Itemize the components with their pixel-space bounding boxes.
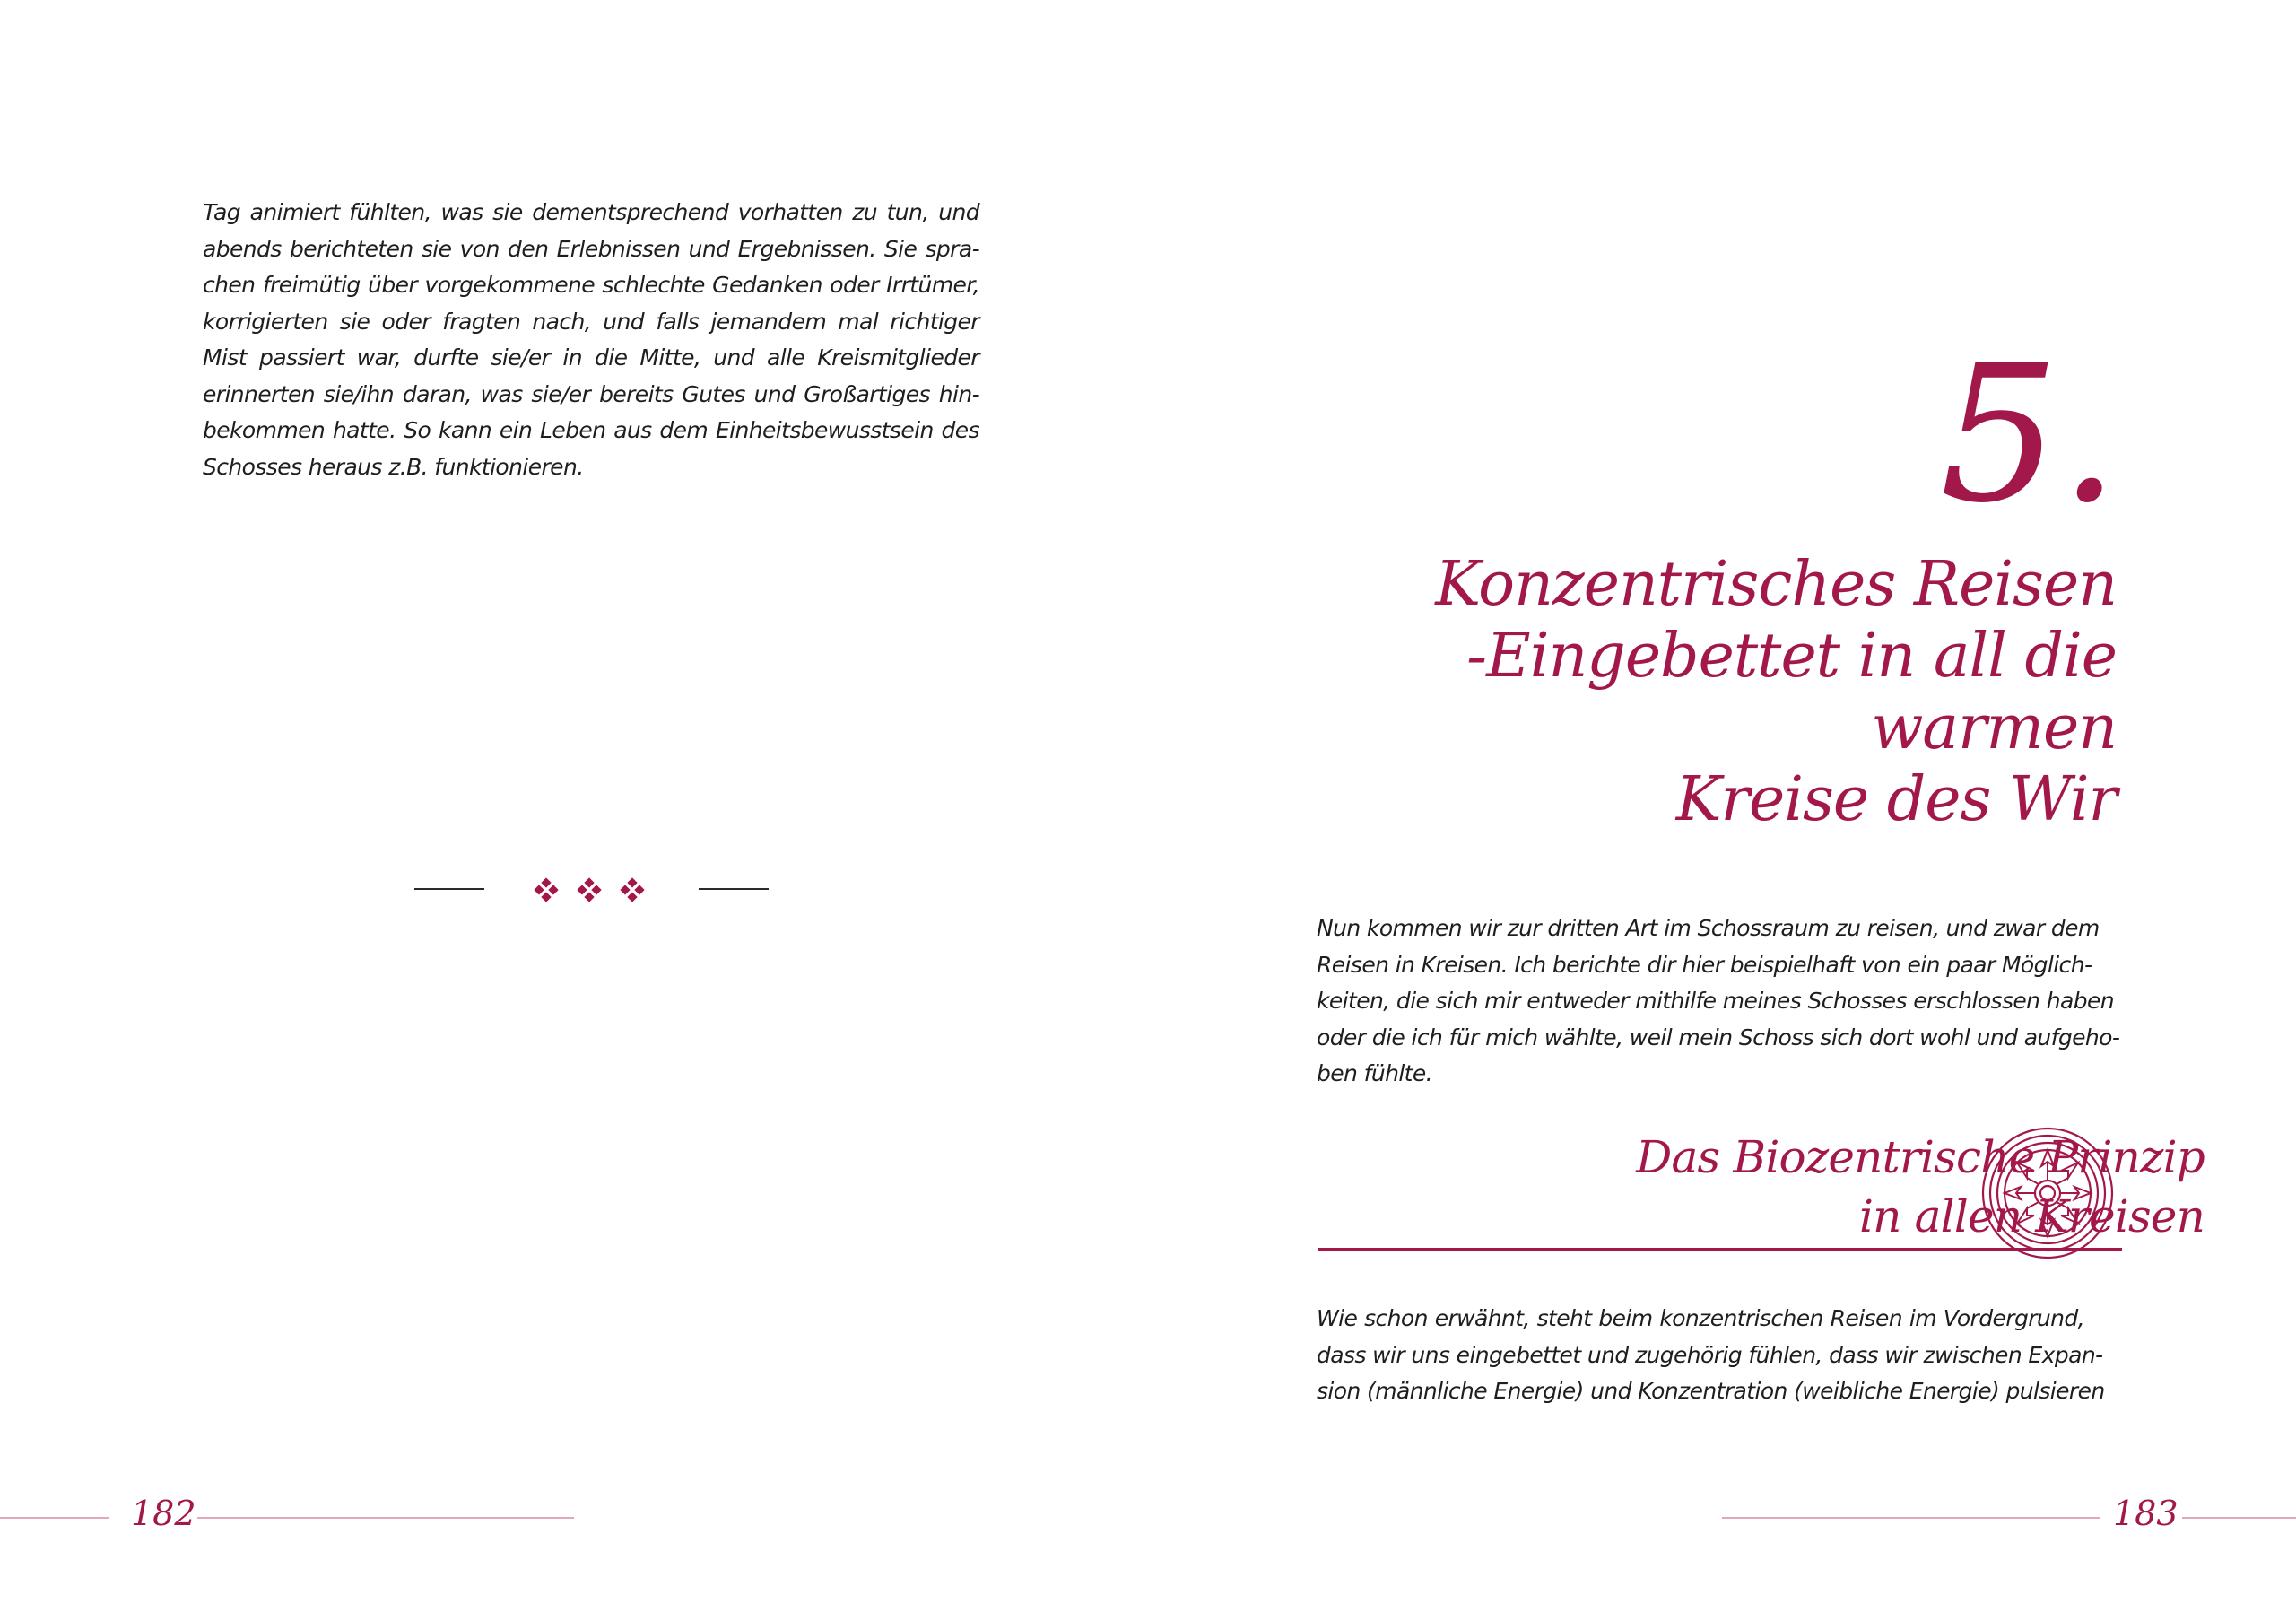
text-line: chen freimütig über vorgekommene schlechte Gedanken oder Irrtümer, bbox=[203, 272, 979, 298]
section-heading-rule bbox=[1318, 1248, 2122, 1251]
section-heading-line: Das Biozentrische Prinzip bbox=[1636, 1131, 2205, 1183]
folio-rule-right bbox=[2182, 1517, 2296, 1519]
text-line: keiten, die sich mir entweder mithilfe meines Schosses erschlossen haben bbox=[1317, 988, 2115, 1014]
diamond-fleuron-icon bbox=[526, 872, 652, 908]
left-body-paragraph bbox=[203, 195, 979, 485]
text-line: sion (männliche Energie) und Konzentration (weibliche Energie) pulsieren bbox=[1317, 1378, 2105, 1404]
text-line: Schosses heraus z.B. funktionieren. bbox=[203, 453, 584, 480]
chapter-number: 5. bbox=[1939, 325, 2119, 545]
text-line: abends berichteten sie von den Erlebnissen und Ergebnissen. Sie spra- bbox=[203, 235, 979, 262]
text-line: Nun kommen wir zur dritten Art im Schossraum zu reisen, und zwar dem bbox=[1317, 915, 2100, 941]
folio-rule-left bbox=[1722, 1517, 2100, 1519]
page-number: 182 bbox=[131, 1494, 196, 1533]
divider-rule-left bbox=[414, 888, 484, 890]
page-footer bbox=[1148, 1491, 2296, 1536]
page-number: 183 bbox=[2113, 1494, 2179, 1533]
text-line: erinnerten sie/ihn daran, was sie/er bereits Gutes und Großartiges hin- bbox=[203, 380, 979, 407]
section-heading-line: in allen Kreisen bbox=[1858, 1190, 2205, 1242]
intro-paragraph bbox=[1317, 911, 2120, 1093]
text-line: Reisen in Kreisen. Ich berichte dir hier beispielhaft von ein paar Möglich- bbox=[1317, 951, 2092, 978]
section-paragraph bbox=[1317, 1301, 2105, 1410]
text-line: ben fühlte. bbox=[1317, 1060, 1433, 1086]
right-page bbox=[1148, 0, 2296, 1621]
text-line: Mist passiert war, durfte sie/er in die Mitte, und alle Kreismitglieder bbox=[203, 344, 979, 370]
text-line: dass wir uns eingebettet und zugehörig fühlen, dass wir zwischen Expan- bbox=[1317, 1341, 2103, 1368]
text-line: oder die ich für mich wählte, weil mein Schoss sich dort wohl und aufgeho- bbox=[1317, 1024, 2120, 1050]
folio-rule-right bbox=[197, 1517, 574, 1519]
chapter-title bbox=[1220, 549, 2117, 836]
chapter-title-line: -Eingebettet in all die warmen bbox=[1466, 621, 2117, 763]
divider-rule-right bbox=[699, 888, 769, 890]
circular-mandala-icon bbox=[1980, 1126, 2115, 1260]
text-line: Tag animiert fühlten, was sie dementsprechend vorhatten zu tun, und bbox=[203, 199, 979, 225]
page-footer bbox=[0, 1491, 1148, 1536]
folio-rule-left bbox=[0, 1517, 109, 1519]
section-divider bbox=[414, 872, 769, 908]
chapter-title-line: Konzentrisches Reisen bbox=[1435, 549, 2117, 620]
chapter-title-line: Kreise des Wir bbox=[1675, 764, 2117, 835]
text-line: korrigierten sie oder fragten nach, und falls jemandem mal richtiger bbox=[203, 308, 979, 335]
text-line: bekommen hatte. So kann ein Leben aus dem Einheitsbewusstsein des bbox=[203, 417, 979, 443]
text-line: Wie schon erwähnt, steht beim konzentrischen Reisen im Vordergrund, bbox=[1317, 1305, 2084, 1331]
